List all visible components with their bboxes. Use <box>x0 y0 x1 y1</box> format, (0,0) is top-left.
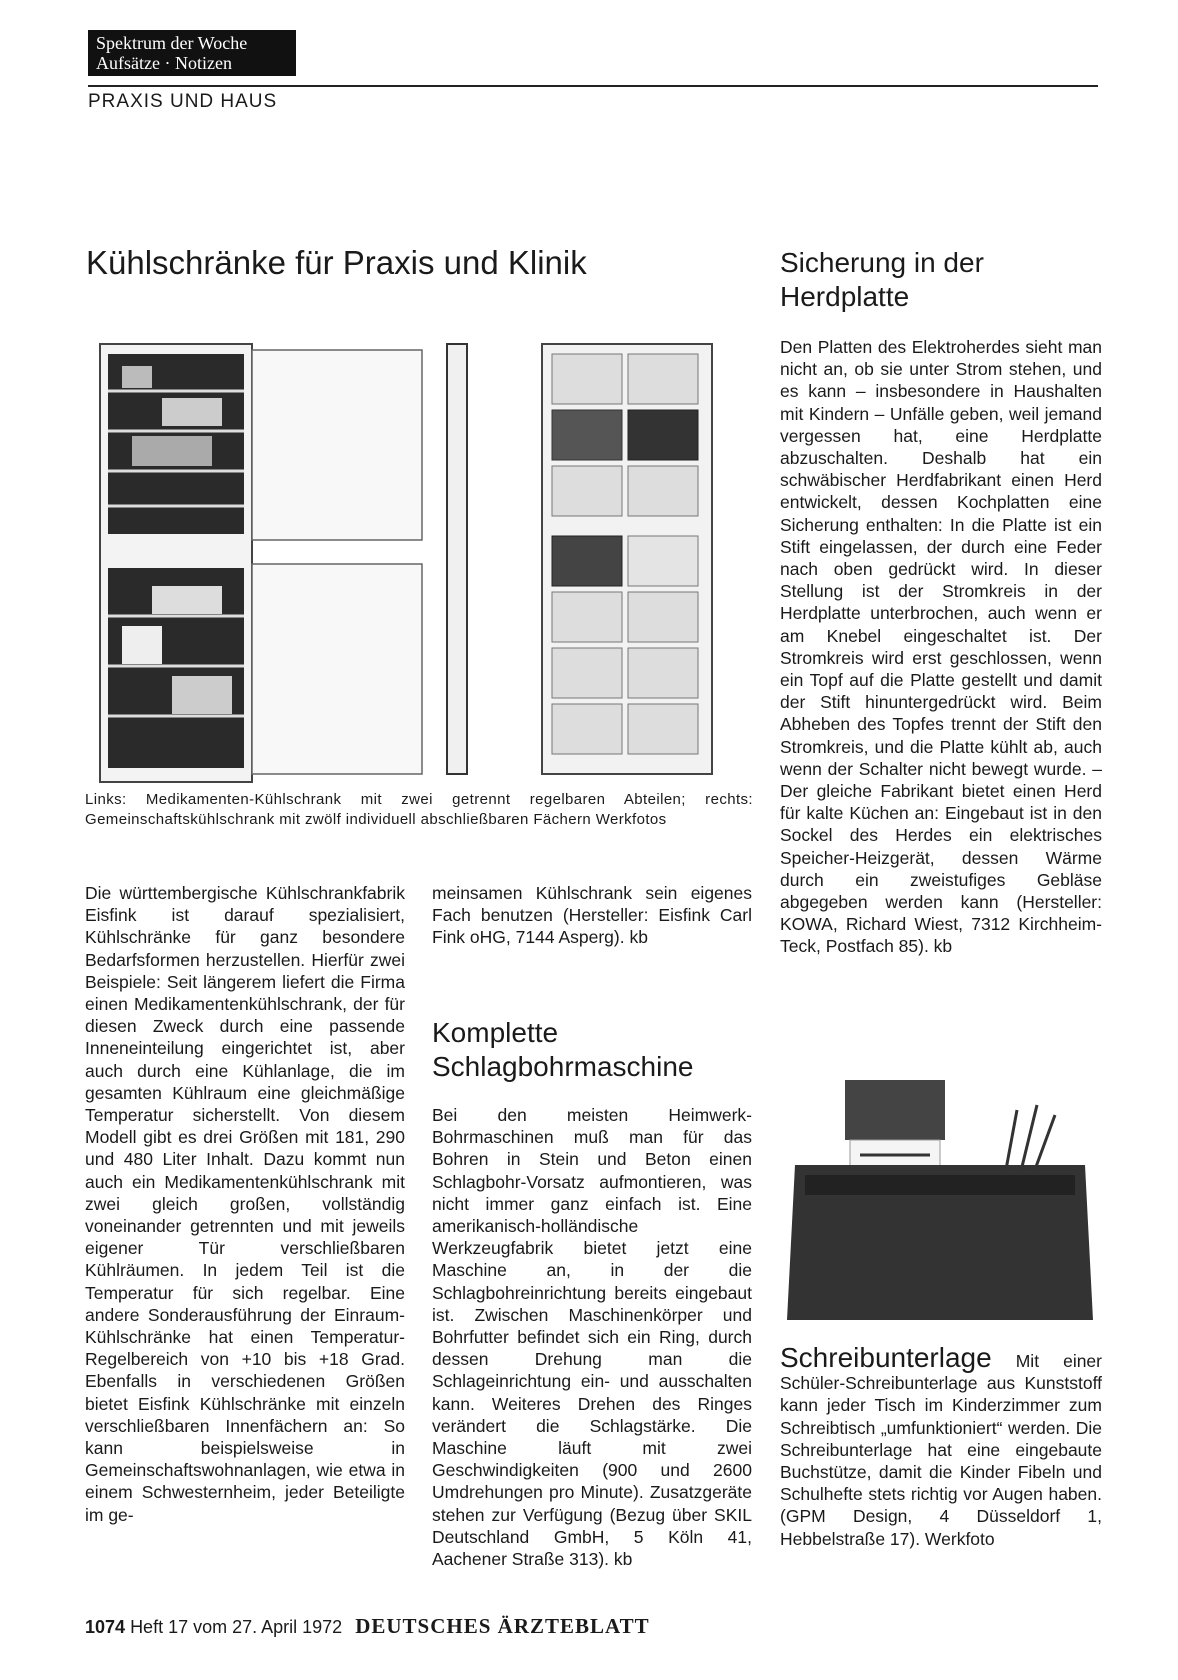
page-footer <box>85 1614 650 1639</box>
page-number: 1074 <box>85 1617 126 1637</box>
locker-fridge-illustration <box>447 344 712 774</box>
article-title-kuehlschraenke: Kühlschränke für Praxis und Klinik <box>86 244 587 281</box>
article-body-sicherung: Den Platten des Elektroherdes sieht man nicht an, ob sie unter Strom stehen, und es kann – insbesondere in Haushalten mit Kindern – Unfälle geben, weil jemand vergessen hat, eine Herdplatte abzuschalten. Deshalb hat ein schwäbischer Herdfabrikant einen Herd entwickelt, dessen Kochplatten eine Sicherung enthalten: In die Platte ist ein Stift eingelassen, der durch eine Feder nach oben gedrückt wird. In dieser Stellung ist der Stromkreis in der Herdplatte unterbrochen, auch wenn er am Knebel eingeschaltet ist. Der Stromkreis wird erst geschlossen, wenn ein Topf auf die Platte gestellt und damit der Stift hinuntergedrückt wird. Beim Abheben des Topfes trennt der Stift den Stromkreis, und die Platte kühlt ab, auch wenn der Schalter nicht bewegt wurde. – Der gleiche Fabrikant bietet einen Herd für kalte Küchen an: Eingebaut ist in den Sockel des Herdes ein elektrisches Speicher-Heizgerät, dessen Wärme durch ein zweistufiges Gebläse abgegeben werden kann (Hersteller: KOWA, Richard Wiest, 7312 Kirchheim-Teck, Postfach 85). kb <box>780 337 1102 957</box>
article-text-schreibunterlage: Mit einer Schüler-Schreibunterlage aus Kunststoff kann jeder Tisch im Kinderzimmer zum Schreibtisch „umfunktioniert“ werden. Die Schreibunterlage hat eine eingebaute Buchstütze, damit die Kinder Fibeln und Schulhefte stets richtig vor Augen haben. (GPM Design, 4 Düsseldorf 1, Hebbelstraße 17). Werkfoto <box>780 1351 1102 1549</box>
desk-pad-illustration <box>787 1080 1093 1320</box>
section-badge <box>88 30 296 76</box>
badge-line-1: Spektrum der Woche <box>96 33 248 53</box>
section-title: PRAXIS UND HAUS <box>88 91 278 112</box>
article-title-schlagbohrmaschine: Komplette Schlagbohrmaschine <box>432 1017 694 1082</box>
header-rule <box>88 85 1098 87</box>
badge-line-2: Aufsätze · Notizen <box>96 53 232 73</box>
photo-caption: Links: Medikamenten-Kühlschrank mit zwei getrennt regelbaren Abteilen; rechts: Gemeinschaftskühlschrank mit zwölf individuell abschließbaren Fächern Werkfotos <box>85 791 753 828</box>
article-body-schreibunterlage <box>780 1342 1102 1550</box>
medicine-fridge-illustration <box>100 344 422 782</box>
issue-info: Heft 17 vom 27. April 1972 <box>130 1617 343 1637</box>
article-title-sicherung: Sicherung in der Herdplatte <box>780 247 984 312</box>
magazine-name: DEUTSCHES ÄRZTEBLATT <box>355 1614 650 1638</box>
article-body-kuehlschraenke-col1: Die württembergische Kühlschrankfabrik Eisfink ist darauf spezialisiert, Kühlschränke für ganz besondere Bedarfsformen herzustellen. Hierfür zwei Beispiele: Seit längerem liefert die Firma einen Medikamentenkühlschrank, der für diesen Zweck durch eine passende Inneneinteilung eingerichtet ist, aber auch durch eine Kühlanlage, die im gesamten Kühlraum eine gleichmäßige Temperatur sicherstellt. Von diesem Modell gibt es drei Größen mit 181, 290 und 480 Liter Inhalt. Dazu kommt nun auch ein Medikamentenkühlschrank mit zwei gleich großen, vollständig voneinander getrennten und mit jeweils eigener Tür verschließbaren Kühlräumen. In jedem Teil ist die Temperatur für sich regelbar. Eine andere Sonderausführung der Einraum-Kühlschränke hat einen Temperatur-Regelbereich von +10 bis +18 Grad. Ebenfalls in verschiedenen Größen bietet Eisfink Kühlschränke mit einzeln verschließbaren Innenfächern an: So kann beispielsweise in Gemeinschaftswohnanlagen, wie etwa in einem Schwesternheim, jeder Beteiligte im ge- <box>85 883 405 1525</box>
desk-pad-photo <box>785 1070 1095 1330</box>
article-body-schlagbohrmaschine: Bei den meisten Heimwerk-Bohrmaschinen muß man für das Bohren in Stein und Beton einen Schlagbohr-Vorsatz aufmontieren, was nicht immer ganz einfach ist. Eine amerikanisch-holländische Werkzeugfabrik bietet jetzt eine Maschine an, in der die Schlagbohreinrichtung bereits eingebaut ist. Zwischen Maschinenkörper und Bohrfutter befindet sich ein Ring, durch dessen Drehung man die Schlageinrichtung ein- und ausschalten kann. Weiteres Drehen des Ringes verändert die Schlagstärke. Die Maschine läuft mit zwei Geschwindigkeiten (900 und 2600 Umdrehungen pro Minute). Zusatzgeräte stehen zur Verfügung (Bezug über SKIL Deutschland GmbH, 5 Köln 41, Aachener Straße 313). kb <box>432 1105 752 1570</box>
article-body-kuehlschraenke-col2: meinsamen Kühlschrank sein eigenes Fach benutzen (Hersteller: Eisfink Carl Fink oHG, 7144 Asperg). kb <box>432 883 752 948</box>
fridge-photo <box>92 336 752 786</box>
article-title-schreibunterlage: Schreibunterlage <box>780 1342 992 1373</box>
